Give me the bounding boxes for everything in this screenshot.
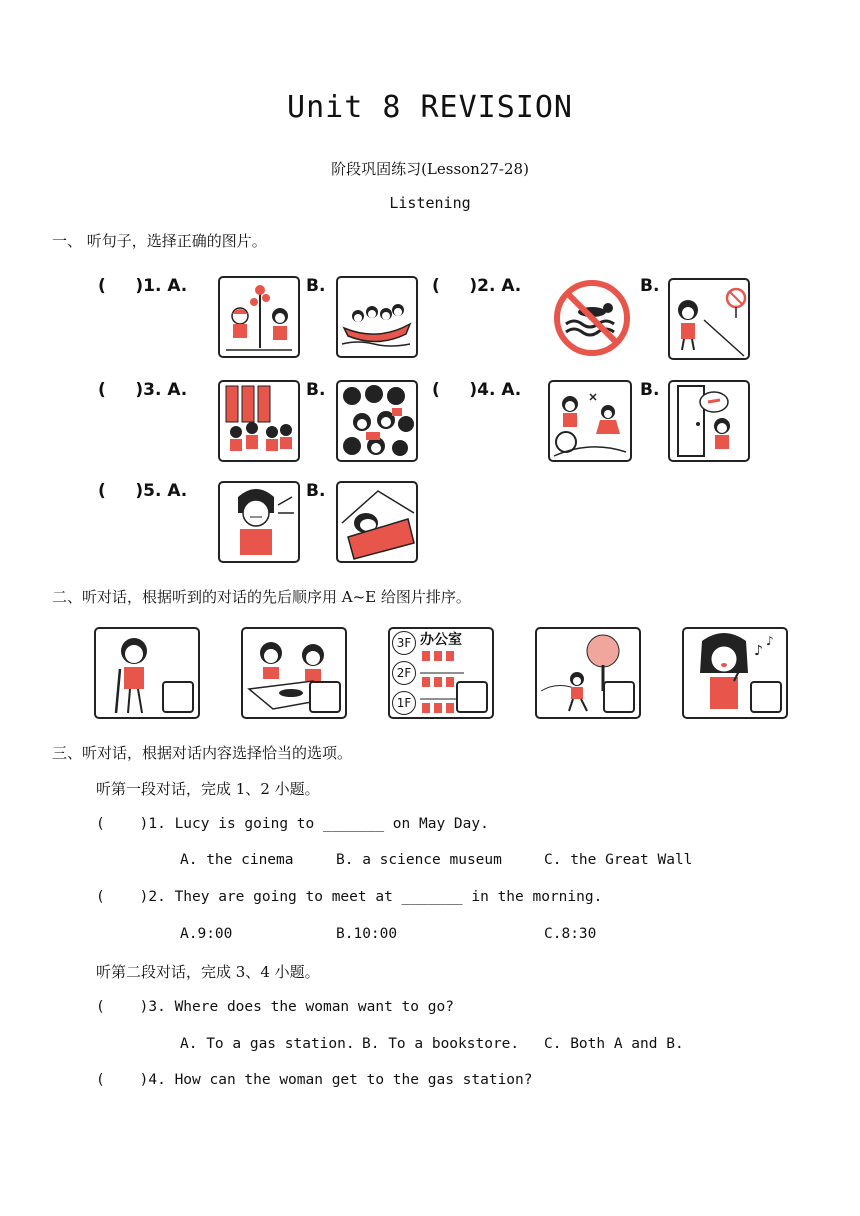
part1-heading: 一、 听句子，选择正确的图片。 [52, 232, 267, 250]
part2-heading: 二、听对话，根据听到的对话的先后顺序用 A~E 给图片排序。 [52, 588, 471, 606]
bike-accident-icon [548, 380, 632, 462]
boy-on-crutches-icon [94, 627, 200, 719]
girl-singing-icon [682, 627, 788, 719]
sick-in-bed-icon [336, 481, 418, 563]
boy-at-door-icon [668, 380, 750, 462]
eating-together-icon [241, 627, 347, 719]
q4-option-b: B. [640, 380, 660, 400]
page-subtitle: 阶段巩固练习(Lesson27-28) [331, 160, 529, 178]
q4-label: ( )4. A. [432, 380, 522, 400]
page-title: Unit 8 REVISION [287, 90, 573, 125]
girl-boy-tree-icon [218, 276, 300, 358]
q3-option-a: A. To a gas station. [180, 1036, 355, 1052]
floor-label-2f: 2F [392, 661, 416, 685]
crowd-icon [336, 380, 418, 462]
q1-option-a: A. the cinema [180, 852, 294, 868]
order-answer-box[interactable] [309, 681, 341, 713]
dialogue1-instruction: 听第一段对话，完成 1、2 小题。 [96, 780, 320, 798]
q1-label: ( )1. A. [98, 276, 188, 296]
part3-heading: 三、听对话，根据对话内容选择恰当的选项。 [52, 744, 353, 762]
q1-option-b: B. a science museum [336, 852, 502, 868]
q3-option-b: B. [306, 380, 326, 400]
order-answer-box[interactable] [750, 681, 782, 713]
girl-skating-icon [535, 627, 641, 719]
floor-label-1f: 1F [392, 691, 416, 715]
girl-walking-sign-icon [668, 278, 750, 360]
q2-option-b: B. [640, 276, 660, 296]
q1-option-c: C. the Great Wall [544, 852, 693, 868]
svg-text:♪: ♪ [754, 643, 763, 659]
dialogue2-instruction: 听第二段对话，完成 3、4 小题。 [96, 963, 320, 981]
dragon-boat-icon [336, 276, 418, 358]
q2-option-b: B.10:00 [336, 926, 398, 942]
q3-option-c: C. Both A and B. [544, 1036, 684, 1052]
no-swimming-sign-icon [552, 278, 632, 358]
question-3: ( )3. Where does the woman want to go? [96, 999, 454, 1015]
q1-option-b: B. [306, 276, 326, 296]
q5-option-b: B. [306, 481, 326, 501]
q3-label: ( )3. A. [98, 380, 188, 400]
question-1: ( )1. Lucy is going to _______ on May Day. [96, 816, 489, 832]
q2-label: ( )2. A. [432, 276, 522, 296]
section-label-listening: Listening [389, 194, 471, 212]
office-floors-icon [388, 627, 494, 719]
q5-label: ( )5. A. [98, 481, 188, 501]
q3-option-b: B. To a bookstore. [362, 1036, 520, 1052]
q2-option-a: A.9:00 [180, 926, 233, 942]
office-sign: 办公室 [420, 632, 462, 648]
order-answer-box[interactable] [162, 681, 194, 713]
question-2: ( )2. They are going to meet at _______ in the morning. [96, 889, 603, 905]
order-answer-box[interactable] [456, 681, 488, 713]
order-answer-box[interactable] [603, 681, 635, 713]
floor-label-3f: 3F [392, 631, 416, 655]
q2-option-c: C.8:30 [544, 926, 597, 942]
question-4: ( )4. How can the woman get to the gas station? [96, 1072, 533, 1088]
library-reading-icon [218, 380, 300, 462]
svg-text:♪: ♪ [766, 634, 774, 648]
toothache-girl-icon [218, 481, 300, 563]
